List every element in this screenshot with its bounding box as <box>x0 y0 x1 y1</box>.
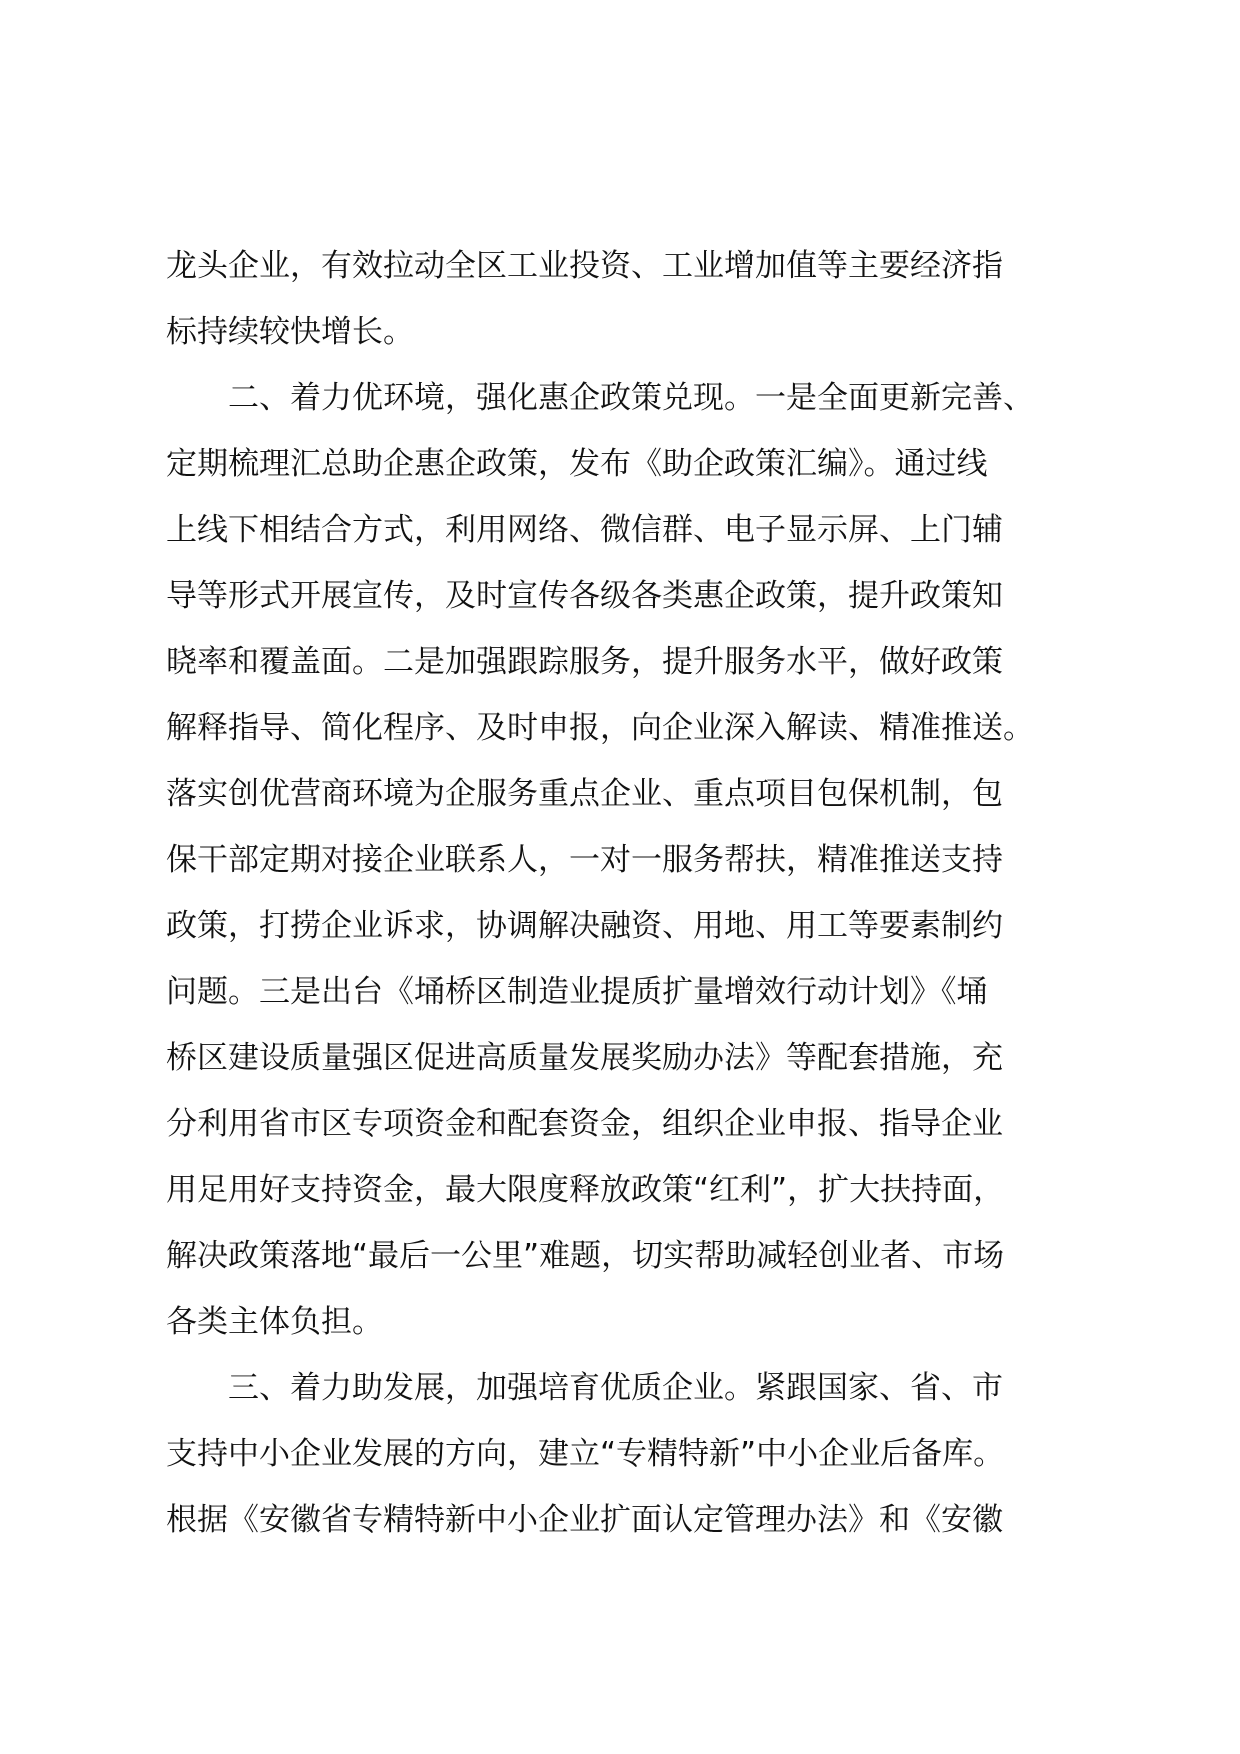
text-line: 各类主体负担。 <box>166 1304 383 1340</box>
text-line: 定期梳理汇总助企惠企政策，发布《助企政策汇编》。通过线 <box>166 446 988 482</box>
text-line: 保干部定期对接企业联系人，一对一服务帮扶，精准推送支持 <box>166 842 1003 878</box>
text-line: 落实创优营商环境为企服务重点企业、重点项目包保机制，包 <box>166 776 1003 812</box>
text-line: 分利用省市区专项资金和配套资金，组织企业申报、指导企业 <box>166 1106 1003 1142</box>
text-line: 桥区建设质量强区促进高质量发展奖励办法》等配套措施，充 <box>166 1040 1003 1076</box>
text-line: 根据《安徽省专精特新中小企业扩面认定管理办法》和《安徽 <box>166 1502 1003 1538</box>
text-line: 上线下相结合方式，利用网络、微信群、电子显示屏、上门辅 <box>166 512 1003 548</box>
section-heading-line: 二、着力优环境，强化惠企政策兑现。一是全面更新完善、 <box>166 380 1034 416</box>
text-line: 标持续较快增长。 <box>166 314 414 350</box>
text-line: 解释指导、简化程序、及时申报，向企业深入解读、精准推送。 <box>166 710 1034 746</box>
text-line: 解决政策落地“最后一公里”难题，切实帮助减轻创业者、市场 <box>166 1238 1005 1274</box>
text-line: 导等形式开展宣传，及时宣传各级各类惠企政策，提升政策知 <box>166 578 1003 614</box>
text-line: 问题。三是出台《埇桥区制造业提质扩量增效行动计划》《埇 <box>166 974 988 1010</box>
section-heading-line: 三、着力助发展，加强培育优质企业。紧跟国家、省、市 <box>166 1370 1003 1406</box>
text-line: 政策，打捞企业诉求，协调解决融资、用地、用工等要素制约 <box>166 908 1003 944</box>
text-line: 支持中小企业发展的方向，建立“专精特新”中小企业后备库。 <box>166 1436 1005 1472</box>
text-line: 晓率和覆盖面。二是加强跟踪服务，提升服务水平，做好政策 <box>166 644 1003 680</box>
text-line: 龙头企业，有效拉动全区工业投资、工业增加值等主要经济指 <box>166 248 1003 284</box>
body-text <box>166 233 1106 1553</box>
text-line: 用足用好支持资金，最大限度释放政策“红利”，扩大扶持面， <box>166 1172 1005 1208</box>
